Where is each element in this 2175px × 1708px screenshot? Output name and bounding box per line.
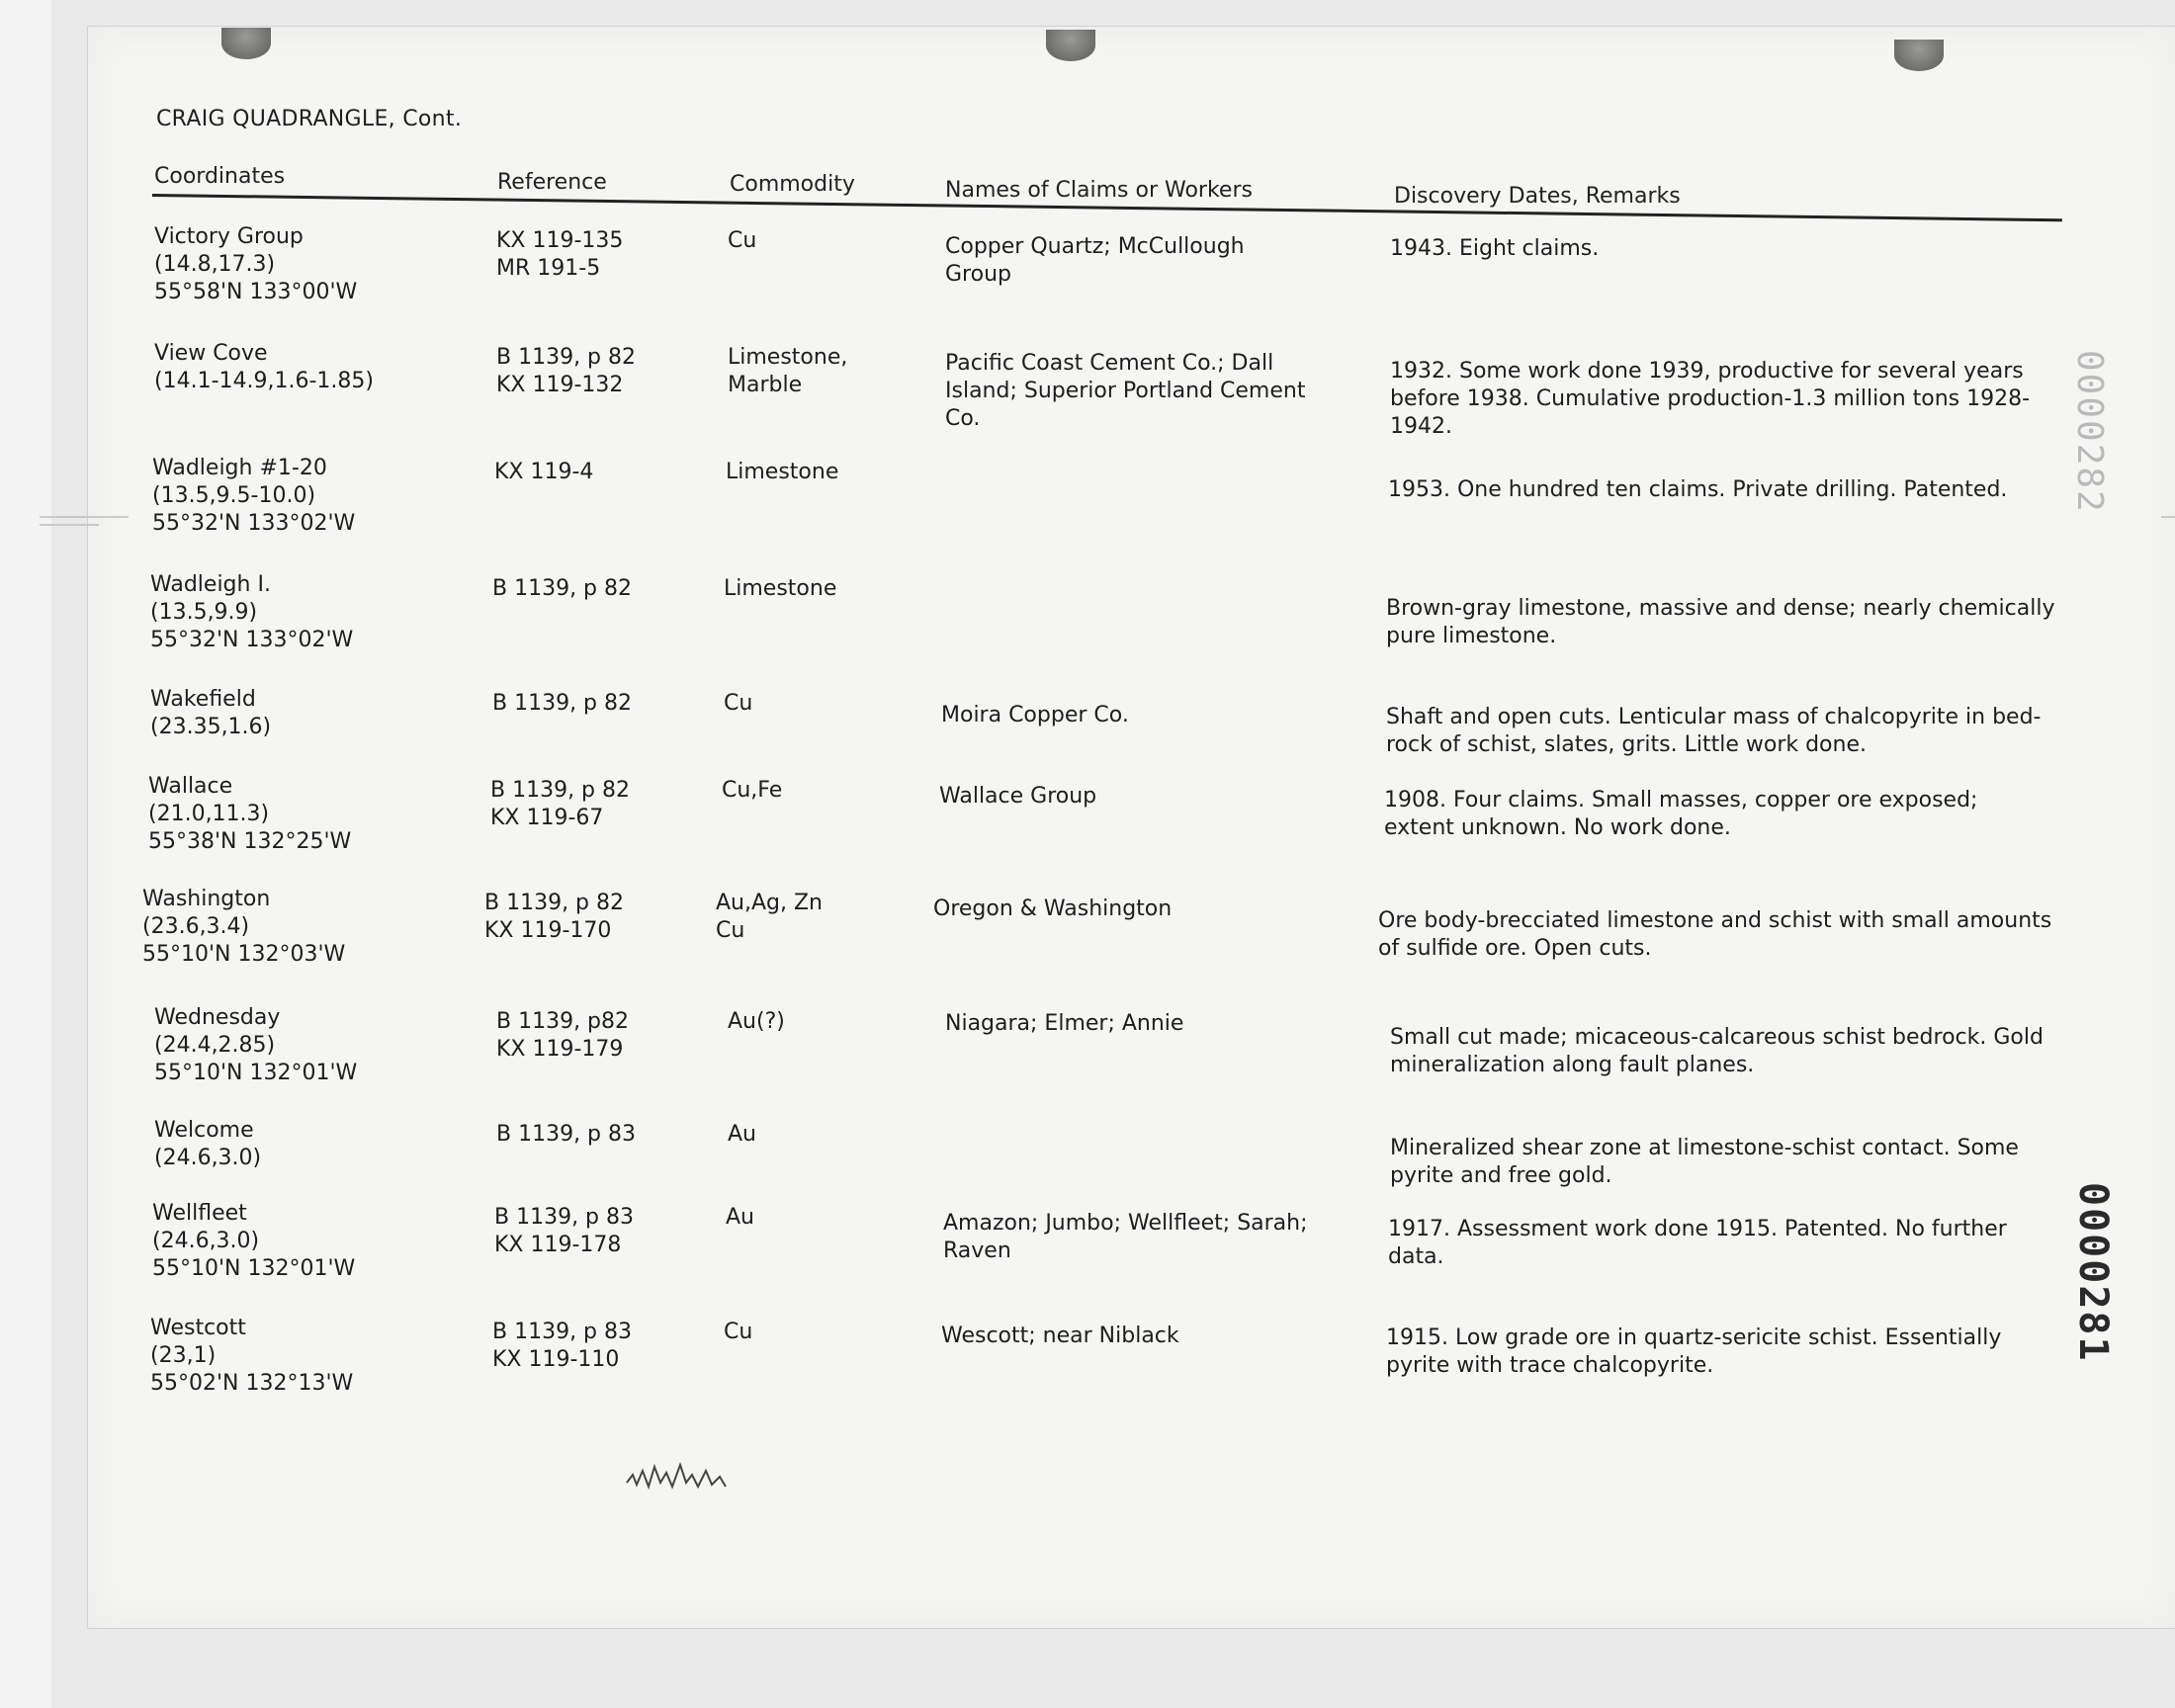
commodity-cell <box>724 575 836 603</box>
remarks-line: Brown-gray limestone, massive and dense; nearly chemically <box>1386 596 2055 621</box>
remarks-line: 1915. Low grade ore in quartz-sericite schist. Essentially <box>1386 1325 2002 1350</box>
names-line: Moira Copper Co. <box>941 703 1129 727</box>
remarks-line: extent unknown. No work done. <box>1384 815 1731 840</box>
reference-line: KX 119-135 <box>496 228 624 253</box>
coordinates-cell <box>154 223 357 306</box>
remarks-cell <box>1388 1216 2007 1271</box>
column-header-remarks: Discovery Dates, Remarks <box>1394 184 1681 209</box>
coordinates-line: 55°10'N 132°03'W <box>142 942 346 967</box>
ink-smudge-mark <box>623 1453 741 1493</box>
punch-hole <box>1894 40 1944 71</box>
reference-line: KX 119-179 <box>496 1037 624 1062</box>
remarks-line: 1942. <box>1390 414 1452 439</box>
remarks-line: pure limestone. <box>1386 624 1557 648</box>
names-line: Pacific Coast Cement Co.; Dall <box>945 351 1274 376</box>
coordinates-line: (14.1-14.9,1.6-1.85) <box>154 369 374 393</box>
remarks-line: Small cut made; micaceous-calcareous schist bedrock. Gold <box>1390 1025 2044 1050</box>
scan-artifact <box>40 516 129 518</box>
remarks-line: mineralization along fault planes. <box>1390 1053 1755 1077</box>
coordinates-line: (23.6,3.4) <box>142 914 250 939</box>
coordinates-line: (24.6,3.0) <box>152 1229 260 1253</box>
coordinates-line: 55°10'N 132°01'W <box>154 1061 358 1085</box>
reference-cell <box>496 1008 629 1064</box>
coordinates-line: Westcott <box>150 1316 246 1340</box>
coordinates-line: (21.0,11.3) <box>148 802 270 826</box>
commodity-line: Au,Ag, Zn <box>716 891 824 915</box>
reference-line: B 1139, p 82 <box>496 345 637 370</box>
coordinates-line: Victory Group <box>154 224 304 249</box>
coordinates-cell <box>154 340 374 395</box>
reference-line: KX 119-110 <box>492 1347 620 1372</box>
names-cell <box>941 702 1129 729</box>
reference-line: B 1139, p 82 <box>484 891 625 915</box>
coordinates-line: Wednesday <box>154 1005 281 1030</box>
coordinates-line: Wakefield <box>150 687 256 712</box>
coordinates-line: Wadleigh I. <box>150 572 271 597</box>
commodity-cell <box>716 890 823 945</box>
coordinates-line: (23,1) <box>150 1343 217 1368</box>
reference-cell <box>492 575 632 603</box>
remarks-line: pyrite and free gold. <box>1390 1163 1612 1188</box>
remarks-line: Shaft and open cuts. Lenticular mass of chalcopyrite in bed- <box>1386 705 2042 729</box>
reference-line: B 1139, p 83 <box>492 1320 633 1344</box>
coordinates-cell <box>152 455 355 538</box>
reference-line: KX 119-67 <box>490 806 604 830</box>
commodity-line: Cu <box>716 918 745 943</box>
coordinates-line: 55°10'N 132°01'W <box>152 1256 356 1281</box>
commodity-line: Limestone <box>724 576 837 601</box>
names-cell <box>933 896 1172 923</box>
coordinates-line: (24.4,2.85) <box>154 1033 276 1058</box>
coordinates-line: View Cove <box>154 341 268 366</box>
remarks-cell <box>1390 358 2030 441</box>
names-cell <box>945 350 1305 433</box>
remarks-line: before 1938. Cumulative production-1.3 million tons 1928- <box>1390 386 2031 411</box>
commodity-line: Cu,Fe <box>722 778 783 803</box>
commodity-cell <box>728 1008 785 1036</box>
names-cell <box>943 1210 1308 1265</box>
coordinates-cell <box>154 1117 261 1172</box>
document-title: CRAIG QUADRANGLE, Cont. <box>156 107 463 131</box>
names-line: Raven <box>943 1238 1011 1263</box>
coordinates-line: Welcome <box>154 1118 254 1143</box>
remarks-line: 1953. One hundred ten claims. Private drilling. Patented. <box>1388 477 2008 502</box>
coordinates-line: 55°58'N 133°00'W <box>154 280 358 304</box>
names-cell <box>945 1010 1183 1038</box>
names-cell <box>941 1323 1179 1350</box>
names-line: Niagara; Elmer; Annie <box>945 1011 1184 1036</box>
remarks-line: data. <box>1388 1244 1444 1269</box>
remarks-cell <box>1388 476 2007 504</box>
remarks-line: rock of schist, slates, grits. Little work done. <box>1386 732 1867 757</box>
commodity-cell <box>726 459 838 486</box>
commodity-cell <box>722 777 782 805</box>
commodity-cell <box>728 344 847 399</box>
reference-cell <box>484 890 624 945</box>
coordinates-cell <box>150 686 271 741</box>
reference-line: KX 119-170 <box>484 918 612 943</box>
coordinates-line: (13.5,9.5-10.0) <box>152 483 316 508</box>
remarks-cell <box>1390 1024 2044 1079</box>
commodity-line: Cu <box>728 228 757 253</box>
faint-page-stamp: 0000282 <box>2069 350 2110 514</box>
reference-cell <box>490 777 630 832</box>
remarks-cell <box>1390 1135 2019 1190</box>
reference-cell <box>494 1204 634 1259</box>
names-line: Wallace Group <box>939 784 1097 809</box>
coordinates-cell <box>142 886 345 969</box>
names-line: Copper Quartz; McCullough <box>945 234 1245 259</box>
remarks-cell <box>1384 787 1977 842</box>
commodity-cell <box>728 1121 756 1149</box>
coordinates-cell <box>148 773 351 856</box>
reference-line: KX 119-178 <box>494 1233 622 1257</box>
punch-hole <box>221 28 271 59</box>
reference-line: B 1139, p 83 <box>496 1122 637 1147</box>
remarks-line: 1932. Some work done 1939, productive for several years <box>1390 359 2024 384</box>
column-header-commodity: Commodity <box>730 172 855 197</box>
remarks-cell <box>1386 1324 2001 1380</box>
commodity-line: Marble <box>728 373 803 397</box>
reference-cell <box>496 344 636 399</box>
coordinates-line: 55°32'N 133°02'W <box>150 628 354 652</box>
column-header-reference: Reference <box>497 170 607 195</box>
coordinates-line: Washington <box>142 887 271 911</box>
reference-line: B 1139, p82 <box>496 1009 630 1034</box>
coordinates-line: (13.5,9.9) <box>150 600 258 625</box>
coordinates-line: (23.35,1.6) <box>150 715 272 739</box>
reference-cell <box>492 690 632 718</box>
commodity-line: Au(?) <box>728 1009 785 1034</box>
names-cell <box>939 783 1096 811</box>
reference-cell <box>496 227 623 283</box>
remarks-line: 1917. Assessment work done 1915. Patented. No further <box>1388 1217 2007 1241</box>
remarks-line: Ore body-brecciated limestone and schist with small amounts <box>1378 908 2052 933</box>
names-line: Co. <box>945 406 981 431</box>
commodity-line: Au <box>726 1205 754 1230</box>
remarks-cell <box>1390 235 1599 263</box>
remarks-line: 1908. Four claims. Small masses, copper ore exposed; <box>1384 788 1978 812</box>
remarks-line: of sulfide ore. Open cuts. <box>1378 936 1652 961</box>
reference-cell <box>496 1121 636 1149</box>
commodity-line: Limestone, <box>728 345 848 370</box>
coordinates-line: 55°32'N 133°02'W <box>152 511 356 536</box>
reference-cell <box>494 459 593 486</box>
remarks-line: Mineralized shear zone at limestone-schist contact. Some <box>1390 1136 2019 1160</box>
column-header-names: Names of Claims or Workers <box>945 178 1253 203</box>
remarks-line: 1943. Eight claims. <box>1390 236 1600 261</box>
reference-line: KX 119-132 <box>496 373 624 397</box>
commodity-line: Limestone <box>726 460 839 484</box>
remarks-cell <box>1386 595 2055 650</box>
column-header-coordinates: Coordinates <box>154 164 286 189</box>
scan-artifact <box>2161 516 2175 518</box>
scan-margin <box>0 0 51 1708</box>
names-line: Wescott; near Niblack <box>941 1324 1179 1348</box>
coordinates-line: 55°02'N 132°13'W <box>150 1371 354 1396</box>
remarks-cell <box>1386 704 2041 759</box>
names-line: Amazon; Jumbo; Wellfleet; Sarah; <box>943 1211 1308 1236</box>
commodity-cell <box>724 1319 752 1346</box>
commodity-line: Cu <box>724 1320 753 1344</box>
names-line: Island; Superior Portland Cement <box>945 379 1306 403</box>
reference-line: B 1139, p 82 <box>492 691 633 716</box>
remarks-line: pyrite with trace chalcopyrite. <box>1386 1353 1714 1378</box>
reference-cell <box>492 1319 632 1374</box>
reference-line: KX 119-4 <box>494 460 594 484</box>
coordinates-line: Wadleigh #1-20 <box>152 456 327 480</box>
coordinates-line: (24.6,3.0) <box>154 1146 262 1170</box>
names-line: Oregon & Washington <box>933 897 1173 921</box>
reference-line: B 1139, p 82 <box>492 576 633 601</box>
commodity-cell <box>728 227 756 255</box>
coordinates-cell <box>150 571 353 654</box>
punch-hole <box>1046 30 1095 61</box>
scan-artifact <box>40 524 99 526</box>
names-cell <box>945 233 1245 289</box>
commodity-cell <box>724 690 752 718</box>
page-number-stamp: 0000281 <box>2070 1182 2116 1363</box>
remarks-cell <box>1378 907 2051 963</box>
coordinates-line: Wellfleet <box>152 1201 247 1226</box>
coordinates-cell <box>154 1004 357 1087</box>
commodity-cell <box>726 1204 754 1232</box>
coordinates-line: 55°38'N 132°25'W <box>148 829 352 854</box>
names-line: Group <box>945 262 1011 287</box>
commodity-line: Cu <box>724 691 753 716</box>
reference-line: B 1139, p 83 <box>494 1205 635 1230</box>
coordinates-cell <box>152 1200 355 1283</box>
reference-line: B 1139, p 82 <box>490 778 631 803</box>
coordinates-cell <box>150 1315 353 1398</box>
commodity-line: Au <box>728 1122 756 1147</box>
coordinates-line: Wallace <box>148 774 233 799</box>
coordinates-line: (14.8,17.3) <box>154 252 276 277</box>
reference-line: MR 191-5 <box>496 256 601 281</box>
